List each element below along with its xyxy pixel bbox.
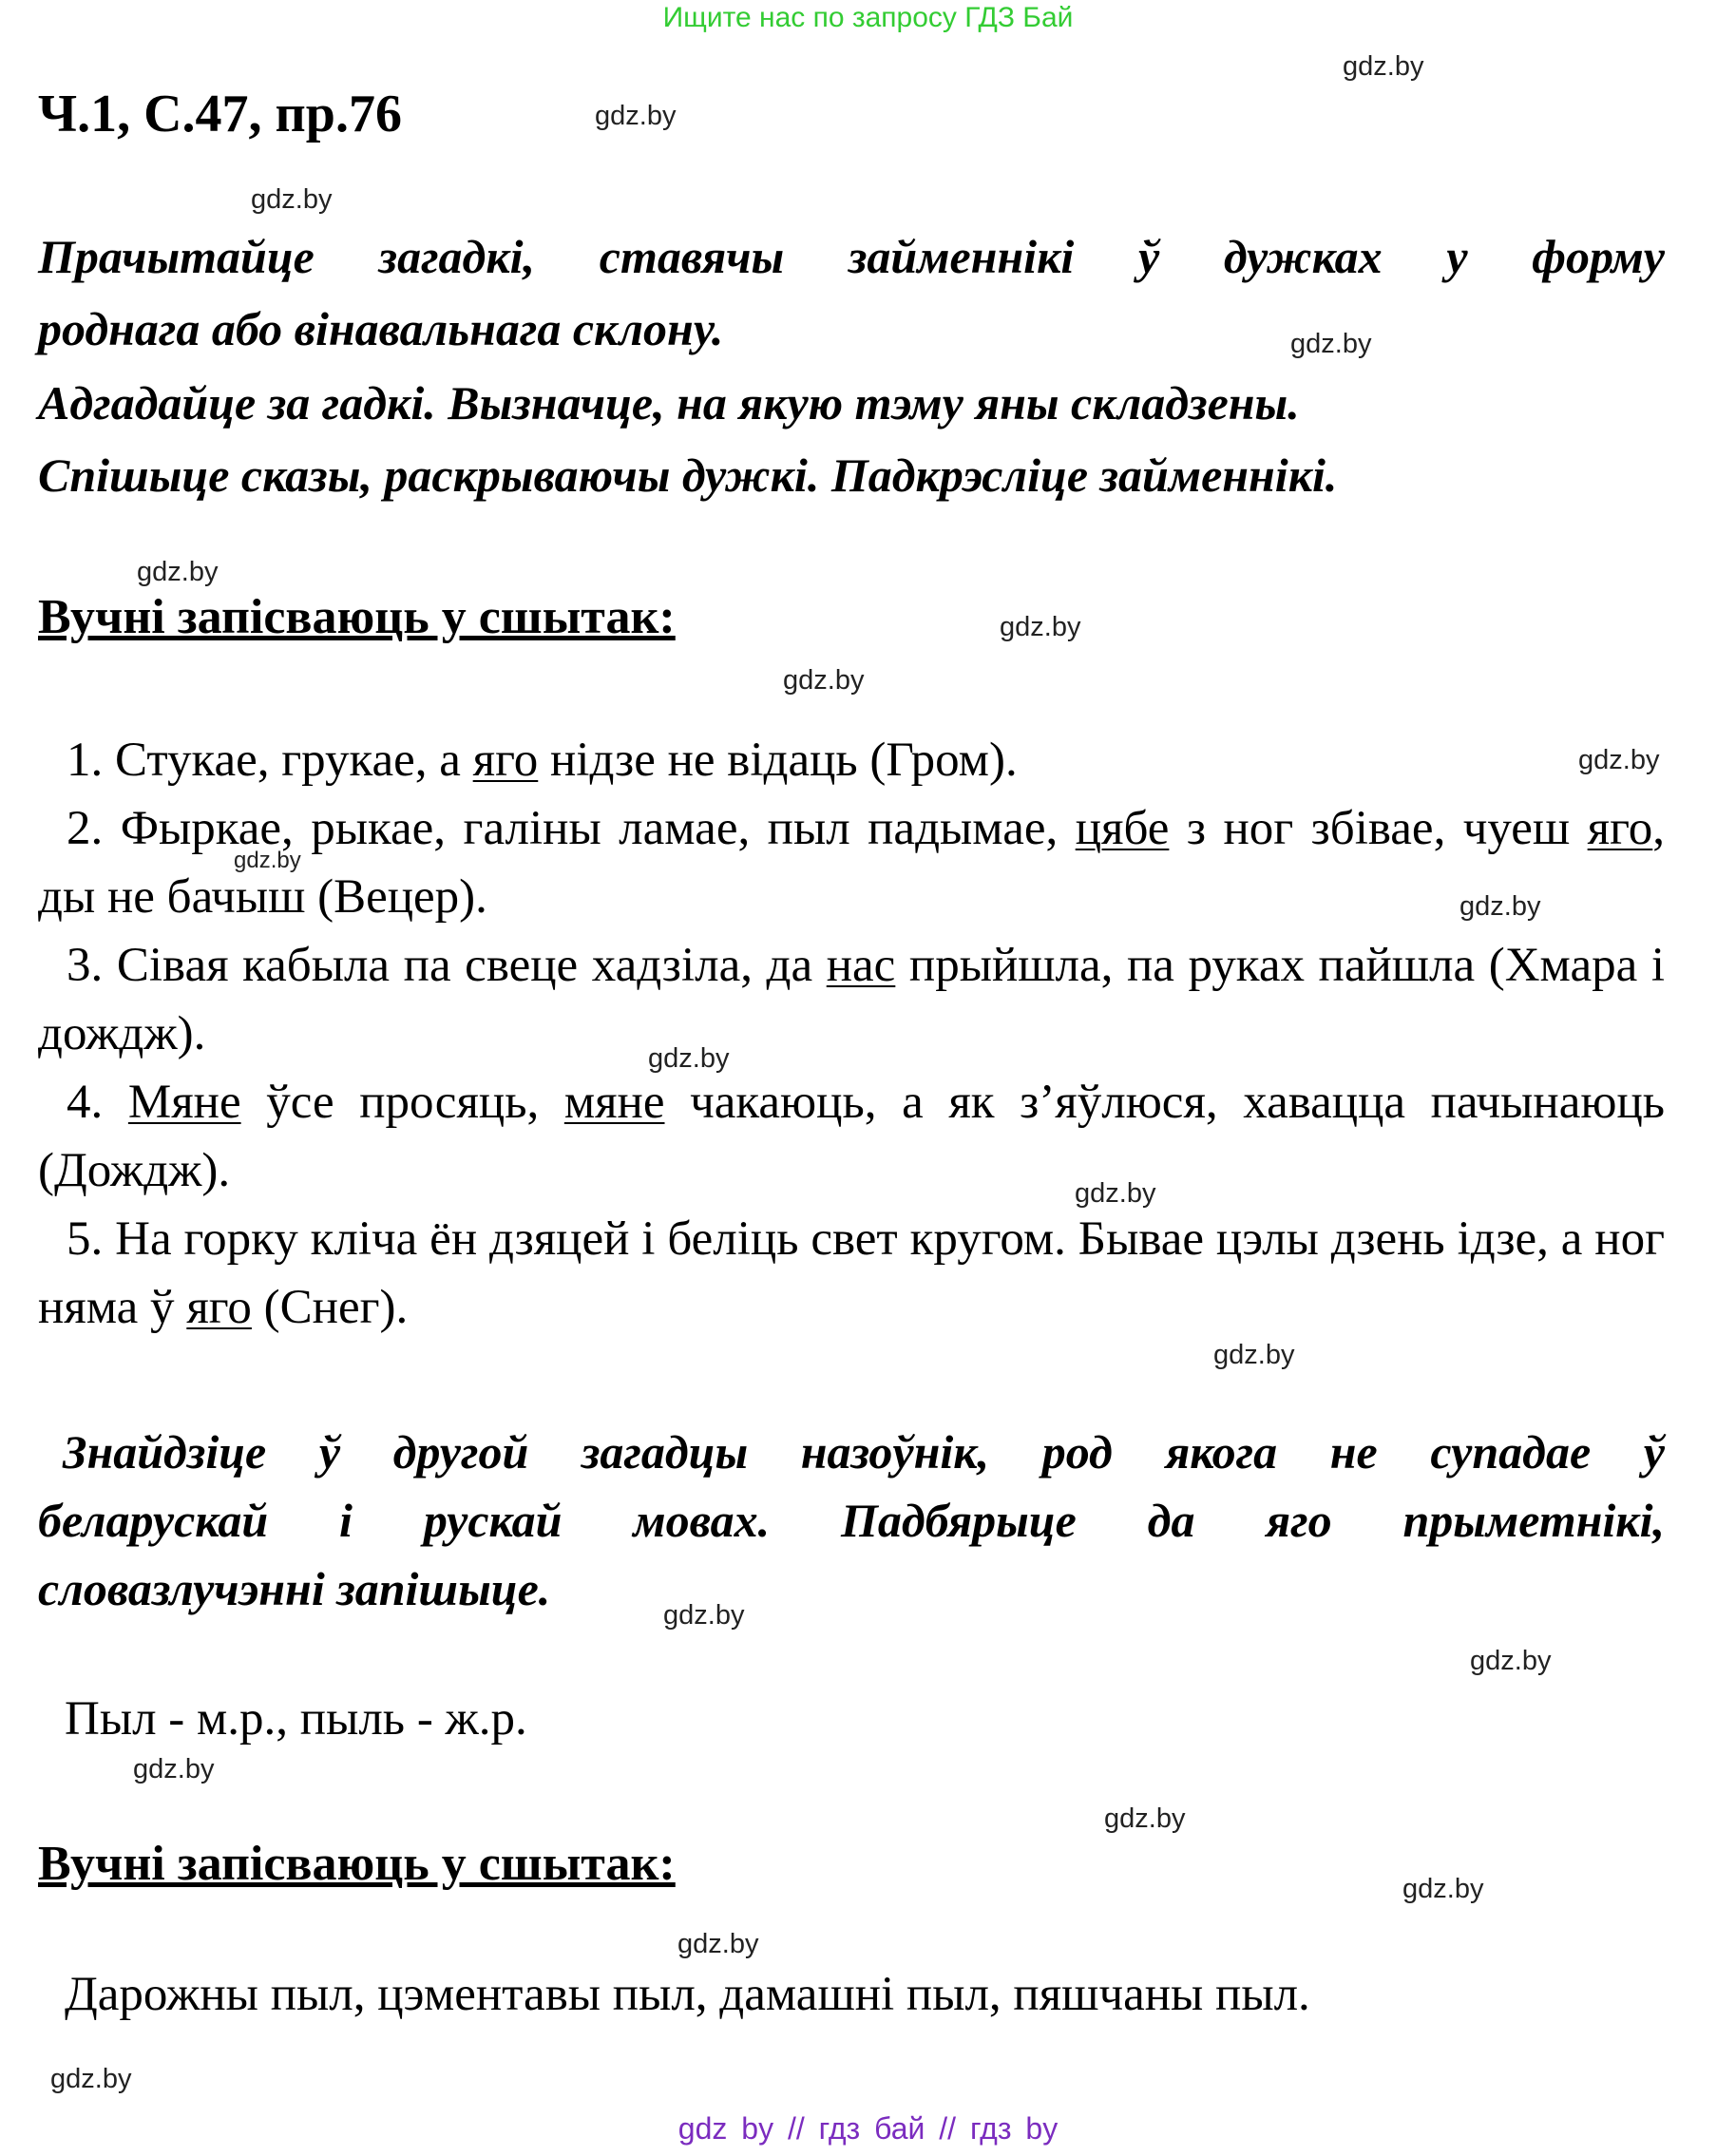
gender-note: Пыл - м.р., пыль - ж.р.	[65, 1692, 527, 1746]
watermark: gdz.by	[783, 665, 865, 696]
watermark: gdz.by	[1290, 329, 1372, 359]
watermark: gdz.by	[1343, 51, 1424, 82]
watermark: gdz.by	[1578, 745, 1660, 775]
riddle-item: 1. Стукае, грукае, а яго нідзе не відаць (Гром).	[67, 734, 1018, 787]
watermark: gdz.by	[677, 1929, 759, 1959]
pronoun: яго	[472, 734, 539, 787]
task-instruction-line: роднага або вінавальнага склону.	[38, 302, 724, 355]
watermark: gdz.by	[648, 1043, 730, 1074]
pronoun: Мяне	[127, 1076, 241, 1129]
footer-links[interactable]: gdz by // гдз бай // гдз by	[677, 2111, 1059, 2146]
riddle-item: 3. Сівая кабыла па свеце хадзіла, да нас прыйшла, па руках пайшла (Хмара і дождж).	[38, 939, 1665, 1060]
pronoun: мяне	[563, 1076, 665, 1129]
section-heading: Вучні запісваюць у сшытак:	[38, 590, 676, 644]
section-heading: Вучні запісваюць у сшытак:	[38, 1837, 676, 1891]
task-instruction-line: словазлучэнні запішыце.	[38, 1562, 551, 1615]
pronoun: яго	[186, 1281, 252, 1334]
watermark: gdz.by	[1075, 1178, 1156, 1209]
pronoun: цябе	[1075, 802, 1170, 855]
task-instruction-line: Прачытайце загадкі, ставячы займеннікі ў дужках у форму	[38, 230, 1665, 283]
riddle-item: 4. Мяне ўсе просяць, мяне чакаюць, а як з’яўлюся, хавацца пачынаюць (Дождж).	[38, 1076, 1666, 1197]
watermark: gdz.by	[133, 1754, 215, 1784]
pronoun: яго	[1587, 802, 1653, 855]
watermark: gdz.by	[234, 848, 301, 873]
watermark: gdz.by	[663, 1600, 745, 1631]
watermark: gdz.by	[595, 101, 677, 131]
pronoun: нас	[826, 939, 896, 992]
watermark: gdz.by	[251, 184, 333, 215]
watermark: gdz.by	[1470, 1646, 1552, 1676]
riddle-item: 5. На горку кліча ён дзяцей і беліць свет кругом. Бывае цэлы дзень ідзе, а ног няма ў яго (Снег).	[38, 1212, 1665, 1334]
watermark: gdz.by	[50, 2064, 132, 2094]
watermark: gdz.by	[137, 557, 219, 587]
task-instruction-line: Адгадайце за гадкі. Вызначце, на якую тэму яны складзены.	[38, 376, 1300, 429]
riddle-answers	[38, 726, 1665, 1342]
watermark: gdz.by	[1459, 891, 1541, 922]
task-instruction-line: беларускай і рускай мовах. Падбярыце да яго прыметнікі,	[38, 1494, 1665, 1547]
watermark: gdz.by	[1104, 1803, 1186, 1834]
phrases-answer: Дарожны пыл, цэментавы пыл, дамашні пыл, пяшчаны пыл.	[65, 1968, 1310, 2021]
page-title: Ч.1, С.47, пр.76	[38, 85, 402, 143]
watermark: gdz.by	[1213, 1340, 1295, 1370]
task-instruction-line: Спішыце сказы, раскрываючы дужкі. Падкрэсліце займеннікі.	[38, 448, 1338, 502]
watermark: gdz.by	[1000, 612, 1081, 642]
watermark: gdz.by	[1402, 1874, 1484, 1904]
riddle-item: 2. Фыркае, рыкае, галіны ламае, пыл падымае, цябе з ног збівае, чуеш яго, ды не бачыш (Вецер).	[38, 802, 1665, 924]
task-instruction-line: Знайдзіце ў другой загадцы назоўнік, род якога не супадае ў	[63, 1425, 1665, 1479]
top-search-link[interactable]: Ищите нас по запросу ГДЗ Бай	[662, 2, 1074, 33]
